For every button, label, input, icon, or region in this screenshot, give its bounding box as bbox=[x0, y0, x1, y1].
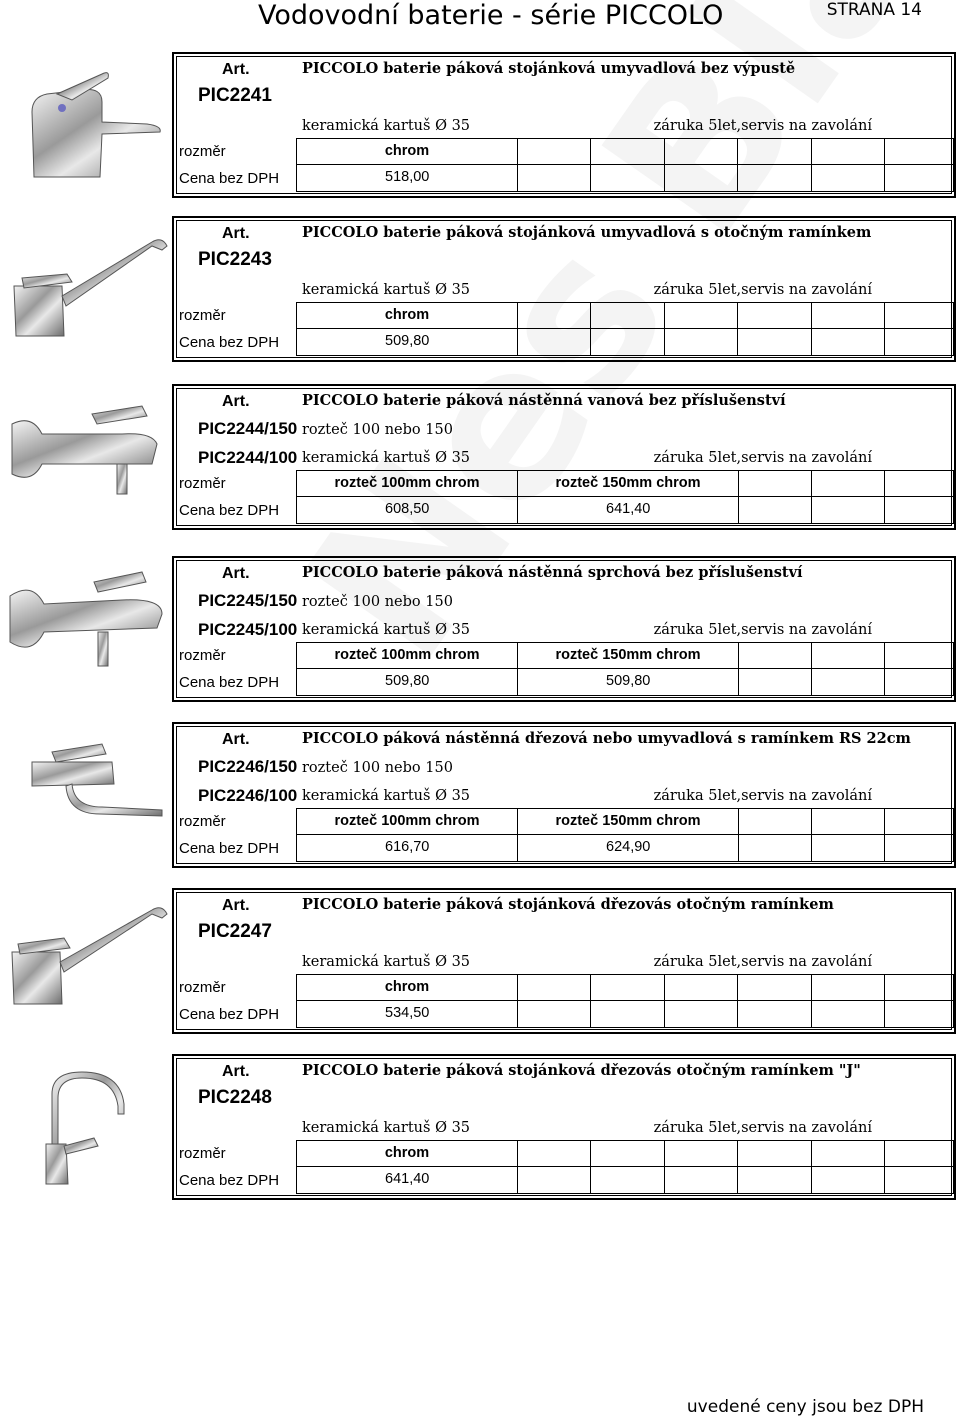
price-label: Cena bez DPH bbox=[179, 170, 280, 187]
product-description: PICCOLO baterie páková stojánková umyvadlová s otočným ramínkem bbox=[302, 224, 872, 241]
size-label: rozměr bbox=[179, 813, 226, 830]
size-label: rozměr bbox=[179, 979, 226, 996]
variant-cell: chrom bbox=[296, 974, 518, 1001]
art-label: Art. bbox=[222, 393, 250, 410]
cartridge-info: keramická kartuš Ø 35 bbox=[302, 954, 471, 970]
cartridge-info: keramická kartuš Ø 35 bbox=[302, 788, 471, 804]
spacing-info: rozteč 100 nebo 150 bbox=[302, 760, 453, 776]
price-cell-150: 509,80 bbox=[517, 669, 739, 696]
product-code: PIC2241 bbox=[198, 85, 272, 106]
cartridge-info: keramická kartuš Ø 35 bbox=[302, 450, 471, 466]
product-description: PICCOLO páková nástěnná dřezová nebo umyvadlová s ramínkem RS 22cm bbox=[302, 730, 911, 747]
variant-cell-100: rozteč 100mm chrom bbox=[296, 642, 518, 669]
product-description: PICCOLO baterie páková stojánková dřezovás otočným ramínkem "J" bbox=[302, 1062, 861, 1079]
price-cell: 641,40 bbox=[296, 1167, 518, 1194]
product-frame bbox=[172, 722, 956, 868]
bath-mixer-icon bbox=[2, 384, 170, 524]
price-label: Cena bez DPH bbox=[179, 1172, 280, 1189]
price-cell: 509,80 bbox=[296, 329, 518, 356]
art-label: Art. bbox=[222, 61, 250, 78]
price-label: Cena bez DPH bbox=[179, 334, 280, 351]
wall-sink-mixer-icon bbox=[2, 722, 170, 862]
footer-note: uvedené ceny jsou bez DPH bbox=[686, 1397, 924, 1417]
price-label: Cena bez DPH bbox=[179, 1006, 280, 1023]
variant-cell: chrom bbox=[296, 302, 518, 329]
variant-cell-150: rozteč 150mm chrom bbox=[517, 642, 739, 669]
spacing-info: rozteč 100 nebo 150 bbox=[302, 594, 453, 610]
product-code-150: PIC2245/150 bbox=[198, 591, 298, 610]
price-label: Cena bez DPH bbox=[179, 840, 280, 857]
product-description: PICCOLO baterie páková stojánková umyvadlová bez výpustě bbox=[302, 60, 796, 77]
product-description: PICCOLO baterie páková nástěnná vanová bez příslušenství bbox=[302, 392, 786, 409]
variant-cell-100: rozteč 100mm chrom bbox=[296, 808, 518, 835]
product-frame bbox=[172, 216, 956, 362]
size-label: rozměr bbox=[179, 475, 226, 492]
art-label: Art. bbox=[222, 225, 250, 242]
swivel-mixer-icon bbox=[2, 216, 170, 356]
price-label: Cena bez DPH bbox=[179, 502, 280, 519]
size-label: rozměr bbox=[179, 143, 226, 160]
product-code: PIC2243 bbox=[198, 249, 272, 270]
product-frame bbox=[172, 384, 956, 530]
product-code-150: PIC2244/150 bbox=[198, 419, 298, 438]
product-code-100: PIC2245/100 bbox=[198, 620, 298, 639]
warranty-info: záruka 5let,servis na zavolání bbox=[653, 1120, 872, 1136]
price-cell: 534,50 bbox=[296, 1001, 518, 1028]
art-label: Art. bbox=[222, 565, 250, 582]
price-label: Cena bez DPH bbox=[179, 674, 280, 691]
j-spout-mixer-icon bbox=[2, 1054, 170, 1194]
size-label: rozměr bbox=[179, 647, 226, 664]
product-code: PIC2247 bbox=[198, 921, 272, 942]
warranty-info: záruka 5let,servis na zavolání bbox=[653, 954, 872, 970]
sink-swivel-mixer-icon bbox=[2, 888, 170, 1028]
product-code-100: PIC2246/100 bbox=[198, 786, 298, 805]
variant-cell: chrom bbox=[296, 1140, 518, 1167]
page-number: STRANA 14 bbox=[826, 0, 922, 20]
price-cell-100: 616,70 bbox=[296, 835, 518, 862]
cartridge-info: keramická kartuš Ø 35 bbox=[302, 622, 471, 638]
product-code-150: PIC2246/150 bbox=[198, 757, 298, 776]
product-frame bbox=[172, 1054, 956, 1200]
product-code-100: PIC2244/100 bbox=[198, 448, 298, 467]
spacing-info: rozteč 100 nebo 150 bbox=[302, 422, 453, 438]
variant-cell-150: rozteč 150mm chrom bbox=[517, 470, 739, 497]
product-description: PICCOLO baterie páková stojánková dřezovás otočným ramínkem bbox=[302, 896, 834, 913]
cartridge-info: keramická kartuš Ø 35 bbox=[302, 118, 471, 134]
variant-cell-100: rozteč 100mm chrom bbox=[296, 470, 518, 497]
size-label: rozměr bbox=[179, 1145, 226, 1162]
product-description: PICCOLO baterie páková nástěnná sprchová bez příslušenství bbox=[302, 564, 803, 581]
product-frame bbox=[172, 888, 956, 1034]
warranty-info: záruka 5let,servis na zavolání bbox=[653, 450, 872, 466]
cartridge-info: keramická kartuš Ø 35 bbox=[302, 1120, 471, 1136]
shower-mixer-icon bbox=[2, 556, 170, 696]
cartridge-info: keramická kartuš Ø 35 bbox=[302, 282, 471, 298]
variant-cell-150: rozteč 150mm chrom bbox=[517, 808, 739, 835]
product-code: PIC2248 bbox=[198, 1087, 272, 1108]
price-cell-150: 641,40 bbox=[517, 497, 739, 524]
product-frame bbox=[172, 52, 956, 198]
warranty-info: záruka 5let,servis na zavolání bbox=[653, 788, 872, 804]
basin-mixer-icon bbox=[2, 52, 170, 192]
price-cell-100: 608,50 bbox=[296, 497, 518, 524]
warranty-info: záruka 5let,servis na zavolání bbox=[653, 118, 872, 134]
size-label: rozměr bbox=[179, 307, 226, 324]
art-label: Art. bbox=[222, 897, 250, 914]
price-cell: 518,00 bbox=[296, 165, 518, 192]
price-cell-100: 509,80 bbox=[296, 669, 518, 696]
warranty-info: záruka 5let,servis na zavolání bbox=[653, 622, 872, 638]
page-title: Vodovodní baterie - série PICCOLO bbox=[258, 0, 724, 31]
price-cell-150: 624,90 bbox=[517, 835, 739, 862]
product-frame bbox=[172, 556, 956, 702]
warranty-info: záruka 5let,servis na zavolání bbox=[653, 282, 872, 298]
art-label: Art. bbox=[222, 731, 250, 748]
art-label: Art. bbox=[222, 1063, 250, 1080]
variant-cell: chrom bbox=[296, 138, 518, 165]
